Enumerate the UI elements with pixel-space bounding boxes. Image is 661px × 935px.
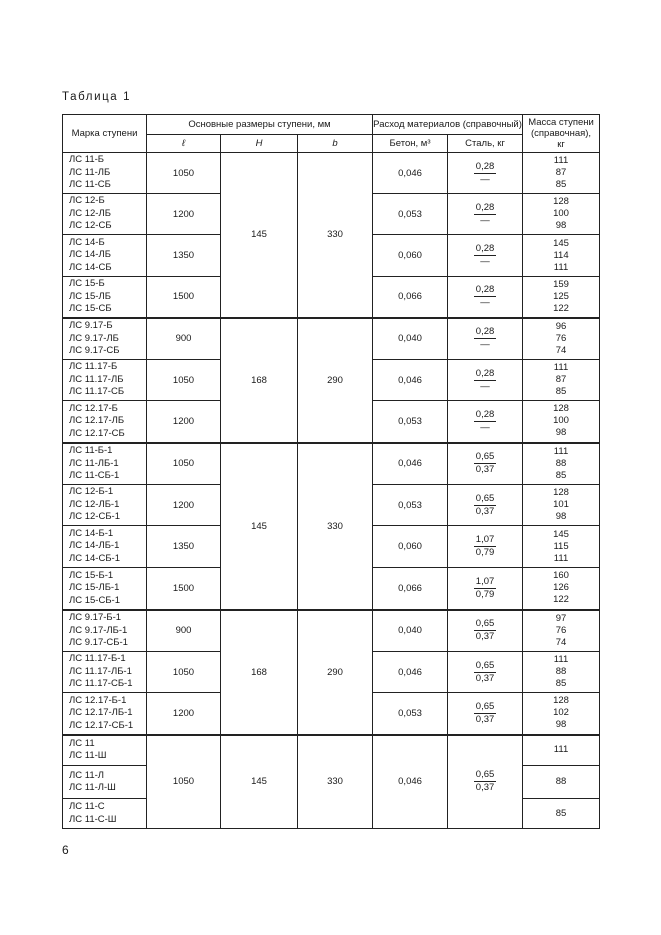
steps-table: [62, 114, 600, 829]
length-cell: 1200: [147, 194, 221, 235]
length-cell: 1050: [147, 153, 221, 194]
text-line: 98: [555, 220, 567, 231]
header-mass: Масса ступени (справочная), кг: [523, 115, 600, 153]
table-body: [63, 153, 600, 829]
steel-numerator: 0,65: [475, 618, 495, 630]
text-line: ЛС 12-ЛБ: [69, 207, 111, 219]
length-cell: 1500: [147, 568, 221, 610]
mass-cell: 88: [523, 766, 600, 799]
mark-cell: [63, 693, 147, 735]
header-dims-group: Основные размеры ступени, мм: [147, 115, 373, 135]
mass-cell: [523, 693, 600, 735]
text-line: 85: [555, 386, 567, 397]
mass-cell: [523, 443, 600, 485]
header-mark: Марка ступени: [63, 115, 147, 153]
steel-cell: [448, 153, 523, 194]
text-line: 111: [553, 552, 569, 564]
text-line: ЛС 11-С: [69, 801, 105, 812]
mass-cell: [523, 526, 600, 568]
text-line: ЛС 9.17-СБ: [69, 345, 120, 356]
mark-cell: [63, 735, 147, 766]
concrete-cell: 0,060: [373, 526, 448, 568]
text-line: 111: [553, 445, 569, 457]
text-line: 96: [555, 320, 567, 332]
text-line: ЛС 12.17-СБ: [69, 427, 125, 439]
header-materials-group: Расход материалов (справочный): [373, 115, 523, 135]
steel-numerator: 0,28: [475, 367, 495, 379]
text-line: ЛС 12-СБ: [69, 220, 112, 232]
mass-cell: [523, 153, 600, 194]
text-line: ЛС 14-ЛБ-1: [69, 540, 120, 552]
mass-cell: [523, 360, 600, 401]
text-line: ЛС 15-ЛБ-1: [69, 582, 120, 593]
mark-cell: [63, 194, 147, 235]
length-cell: 1050: [147, 735, 221, 829]
steel-fraction: [474, 409, 496, 434]
text-line: ЛС 15-ЛБ: [69, 290, 111, 302]
steel-numerator: 1,07: [475, 575, 495, 587]
text-line: 87: [555, 374, 567, 385]
text-line: 160: [553, 570, 569, 582]
text-line: ЛС 14-Б-1: [69, 527, 114, 539]
steel-denominator: —: [480, 214, 490, 226]
text-line: ЛС 12.17-ЛБ-1: [69, 707, 133, 718]
text-line: ЛС 11.17-СБ-1: [69, 678, 133, 690]
mass-cell: [523, 652, 600, 693]
steel-cell: [448, 485, 523, 526]
concrete-cell: 0,046: [373, 735, 448, 829]
concrete-cell: 0,066: [373, 277, 448, 318]
steel-denominator: 0,79: [475, 547, 495, 558]
length-cell: 1500: [147, 277, 221, 318]
mass-cell: [523, 235, 600, 277]
concrete-cell: 0,046: [373, 360, 448, 401]
text-line: 111: [553, 155, 569, 166]
concrete-cell: 0,046: [373, 153, 448, 194]
text-line: ЛС 12.17-ЛБ: [69, 415, 125, 426]
header-steel: Сталь, кг: [448, 135, 523, 153]
steel-denominator: —: [480, 339, 490, 351]
table-caption: Таблица 1: [62, 91, 132, 103]
text-line: 122: [553, 302, 569, 314]
steel-numerator: 0,65: [475, 492, 495, 504]
text-line: 85: [555, 469, 567, 481]
steel-denominator: 0,37: [475, 782, 495, 794]
text-line: ЛС 9.17-ЛБ: [69, 332, 119, 344]
length-cell: 900: [147, 610, 221, 652]
text-line: 97: [555, 612, 567, 624]
mass-cell: [523, 610, 600, 652]
text-line: ЛС 11-СБ: [69, 179, 111, 191]
mark-cell: [63, 443, 147, 485]
text-line: ЛС 12.17-Б: [69, 402, 118, 414]
text-line: 111: [553, 654, 569, 665]
text-line: ЛС 11.17-СБ: [69, 386, 125, 398]
length-cell: 1200: [147, 693, 221, 735]
text-line: ЛС 11-С-Ш: [69, 813, 117, 825]
concrete-cell: 0,040: [373, 318, 448, 360]
concrete-cell: 0,053: [373, 194, 448, 235]
steel-denominator: —: [480, 256, 490, 267]
table-row: [63, 318, 600, 360]
width-cell: 290: [298, 610, 373, 735]
steel-cell: [448, 235, 523, 277]
text-line: 87: [555, 167, 567, 178]
mark-cell: [63, 401, 147, 443]
steel-fraction: [474, 576, 496, 601]
height-cell: 145: [221, 735, 298, 829]
header-H: H: [221, 135, 298, 153]
text-line: 128: [553, 196, 569, 207]
steel-fraction: [474, 326, 496, 351]
text-line: 111: [553, 261, 569, 273]
text-line: ЛС 11.17-ЛБ-1: [69, 665, 132, 677]
text-line: ЛС 9.17-Б: [69, 320, 113, 331]
length-cell: 1350: [147, 235, 221, 277]
text-line: 76: [555, 624, 567, 636]
mark-cell: [63, 568, 147, 610]
mark-cell: [63, 277, 147, 318]
steel-numerator: 0,28: [475, 160, 495, 172]
steel-fraction: [474, 534, 496, 559]
text-line: ЛС 15-Б-1: [69, 569, 114, 581]
mark-cell: [63, 153, 147, 194]
steel-denominator: 0,79: [475, 588, 495, 600]
text-line: ЛС 11-Б: [69, 154, 104, 166]
page-number: 6: [62, 843, 69, 857]
steel-fraction: [474, 243, 496, 268]
steel-cell: [448, 401, 523, 443]
steel-numerator: 0,65: [475, 769, 495, 781]
steel-numerator: 0,65: [475, 659, 495, 671]
text-line: ЛС 11-ЛБ: [69, 166, 111, 178]
concrete-cell: 0,060: [373, 235, 448, 277]
steel-fraction: [474, 660, 496, 685]
text-line: 111: [553, 362, 569, 373]
mass-cell: [523, 401, 600, 443]
concrete-cell: 0,046: [373, 652, 448, 693]
steel-numerator: 0,28: [475, 326, 495, 338]
steel-fraction: [474, 618, 496, 643]
text-line: ЛС 12.17-СБ-1: [69, 719, 134, 731]
mark-cell: [63, 235, 147, 277]
text-line: ЛС 14-Б: [69, 236, 105, 248]
text-line: ЛС 12-СБ-1: [69, 511, 121, 523]
steel-cell: [448, 443, 523, 485]
steel-fraction: [474, 769, 496, 794]
steel-numerator: 0,65: [475, 700, 495, 712]
text-line: 98: [555, 427, 567, 439]
text-line: ЛС 11.17-Б-1: [69, 653, 126, 665]
steel-fraction: [474, 161, 496, 186]
text-line: 98: [555, 511, 567, 522]
length-cell: 1050: [147, 443, 221, 485]
text-line: 102: [553, 707, 569, 719]
text-line: ЛС 11-ЛБ-1: [69, 457, 119, 469]
text-line: ЛС 14-СБ-1: [69, 552, 121, 564]
text-line: 74: [555, 344, 567, 356]
text-line: ЛС 9.17-ЛБ-1: [69, 624, 128, 636]
width-cell: 330: [298, 735, 373, 829]
text-line: ЛС 15-СБ-1: [69, 594, 121, 606]
mark-cell: [63, 652, 147, 693]
steel-denominator: 0,37: [475, 631, 495, 643]
steel-cell: [448, 360, 523, 401]
text-line: ЛС 11: [69, 737, 95, 749]
concrete-cell: 0,053: [373, 485, 448, 526]
steel-cell: [448, 735, 523, 829]
length-cell: 1200: [147, 401, 221, 443]
concrete-cell: 0,066: [373, 568, 448, 610]
steel-cell: [448, 277, 523, 318]
text-line: 114: [553, 249, 569, 261]
text-line: 125: [553, 290, 569, 302]
steel-numerator: 0,65: [475, 451, 495, 463]
text-line: 159: [553, 278, 569, 290]
steel-cell: [448, 568, 523, 610]
steel-numerator: 0,28: [475, 243, 495, 254]
text-line: ЛС 11-Б-1: [69, 445, 113, 456]
mass-cell: [523, 277, 600, 318]
height-cell: 145: [221, 153, 298, 318]
mark-cell: [63, 610, 147, 652]
text-line: 145: [553, 528, 569, 540]
steel-denominator: —: [480, 421, 490, 433]
text-line: 126: [553, 582, 569, 594]
width-cell: 330: [298, 443, 373, 610]
concrete-cell: 0,053: [373, 693, 448, 735]
steel-cell: [448, 526, 523, 568]
mark-cell: [63, 766, 147, 799]
steel-denominator: —: [480, 173, 490, 185]
text-line: ЛС 11-Л: [69, 769, 104, 781]
text-line: ЛС 14-ЛБ: [69, 249, 111, 261]
text-line: 100: [553, 208, 569, 219]
text-line: 88: [555, 666, 567, 677]
steel-fraction: [474, 284, 496, 309]
text-line: ЛС 12-ЛБ-1: [69, 498, 120, 510]
mark-cell: [63, 485, 147, 526]
text-line: ЛС 11-Л-Ш: [69, 782, 116, 793]
text-line: ЛС 14-СБ: [69, 261, 112, 273]
text-line: ЛС 15-СБ: [69, 303, 112, 314]
header-l: ℓ: [147, 135, 221, 153]
text-line: 85: [555, 179, 567, 190]
mass-cell: [523, 485, 600, 526]
text-line: 122: [553, 594, 569, 606]
text-line: ЛС 11.17-Б: [69, 361, 118, 373]
text-line: 128: [553, 403, 569, 415]
mark-cell: [63, 526, 147, 568]
text-line: ЛС 12.17-Б-1: [69, 694, 127, 706]
table-row: [63, 735, 600, 766]
steel-fraction: [474, 368, 496, 393]
height-cell: 168: [221, 318, 298, 443]
concrete-cell: 0,053: [373, 401, 448, 443]
length-cell: 1050: [147, 652, 221, 693]
mass-cell: 111: [523, 735, 600, 766]
text-line: ЛС 9.17-Б-1: [69, 612, 122, 623]
steel-cell: [448, 318, 523, 360]
text-line: 76: [555, 332, 567, 344]
text-line: ЛС 11.17-ЛБ: [69, 373, 124, 385]
steel-numerator: 0,28: [475, 284, 495, 296]
length-cell: 900: [147, 318, 221, 360]
text-line: ЛС 15-Б: [69, 278, 105, 289]
steel-denominator: 0,37: [475, 672, 495, 684]
text-line: ЛС 9.17-СБ-1: [69, 637, 128, 648]
width-cell: 290: [298, 318, 373, 443]
mass-cell: 85: [523, 799, 600, 829]
text-line: 128: [553, 487, 569, 498]
length-cell: 1200: [147, 485, 221, 526]
text-line: 101: [553, 499, 569, 510]
steel-cell: [448, 693, 523, 735]
text-line: 145: [553, 237, 569, 249]
steel-denominator: 0,37: [475, 464, 495, 476]
steel-fraction: [474, 493, 496, 518]
length-cell: 1050: [147, 360, 221, 401]
steel-numerator: 1,07: [475, 534, 495, 545]
text-line: ЛС 11-СБ-1: [69, 470, 120, 481]
mark-cell: [63, 318, 147, 360]
text-line: 128: [553, 695, 569, 707]
steel-cell: [448, 194, 523, 235]
mark-cell: [63, 360, 147, 401]
table-row: [63, 610, 600, 652]
header-concrete: Бетон, м³: [373, 135, 448, 153]
mark-cell: [63, 799, 147, 829]
steel-denominator: 0,37: [475, 505, 495, 517]
text-line: 115: [553, 540, 569, 552]
steel-numerator: 0,28: [475, 201, 495, 213]
header-b: b: [298, 135, 373, 153]
mass-cell: [523, 318, 600, 360]
steel-numerator: 0,28: [475, 408, 495, 420]
text-line: 74: [555, 636, 567, 648]
mass-cell: [523, 568, 600, 610]
steel-cell: [448, 610, 523, 652]
steel-fraction: [474, 202, 496, 227]
table-row: [63, 443, 600, 485]
steel-denominator: —: [480, 380, 490, 392]
concrete-cell: 0,040: [373, 610, 448, 652]
steel-cell: [448, 652, 523, 693]
table-row: [63, 153, 600, 194]
length-cell: 1350: [147, 526, 221, 568]
text-line: 100: [553, 415, 569, 427]
width-cell: 330: [298, 153, 373, 318]
height-cell: 145: [221, 443, 298, 610]
text-line: 98: [555, 719, 567, 731]
text-line: ЛС 11-Ш: [69, 750, 107, 762]
height-cell: 168: [221, 610, 298, 735]
concrete-cell: 0,046: [373, 443, 448, 485]
steel-denominator: —: [480, 297, 490, 309]
mass-cell: [523, 194, 600, 235]
text-line: 88: [555, 457, 567, 469]
text-line: ЛС 12-Б-1: [69, 486, 114, 498]
steel-fraction: [474, 701, 496, 726]
steel-fraction: [474, 451, 496, 476]
text-line: 85: [555, 678, 567, 689]
steel-denominator: 0,37: [475, 713, 495, 725]
text-line: ЛС 12-Б: [69, 195, 105, 207]
